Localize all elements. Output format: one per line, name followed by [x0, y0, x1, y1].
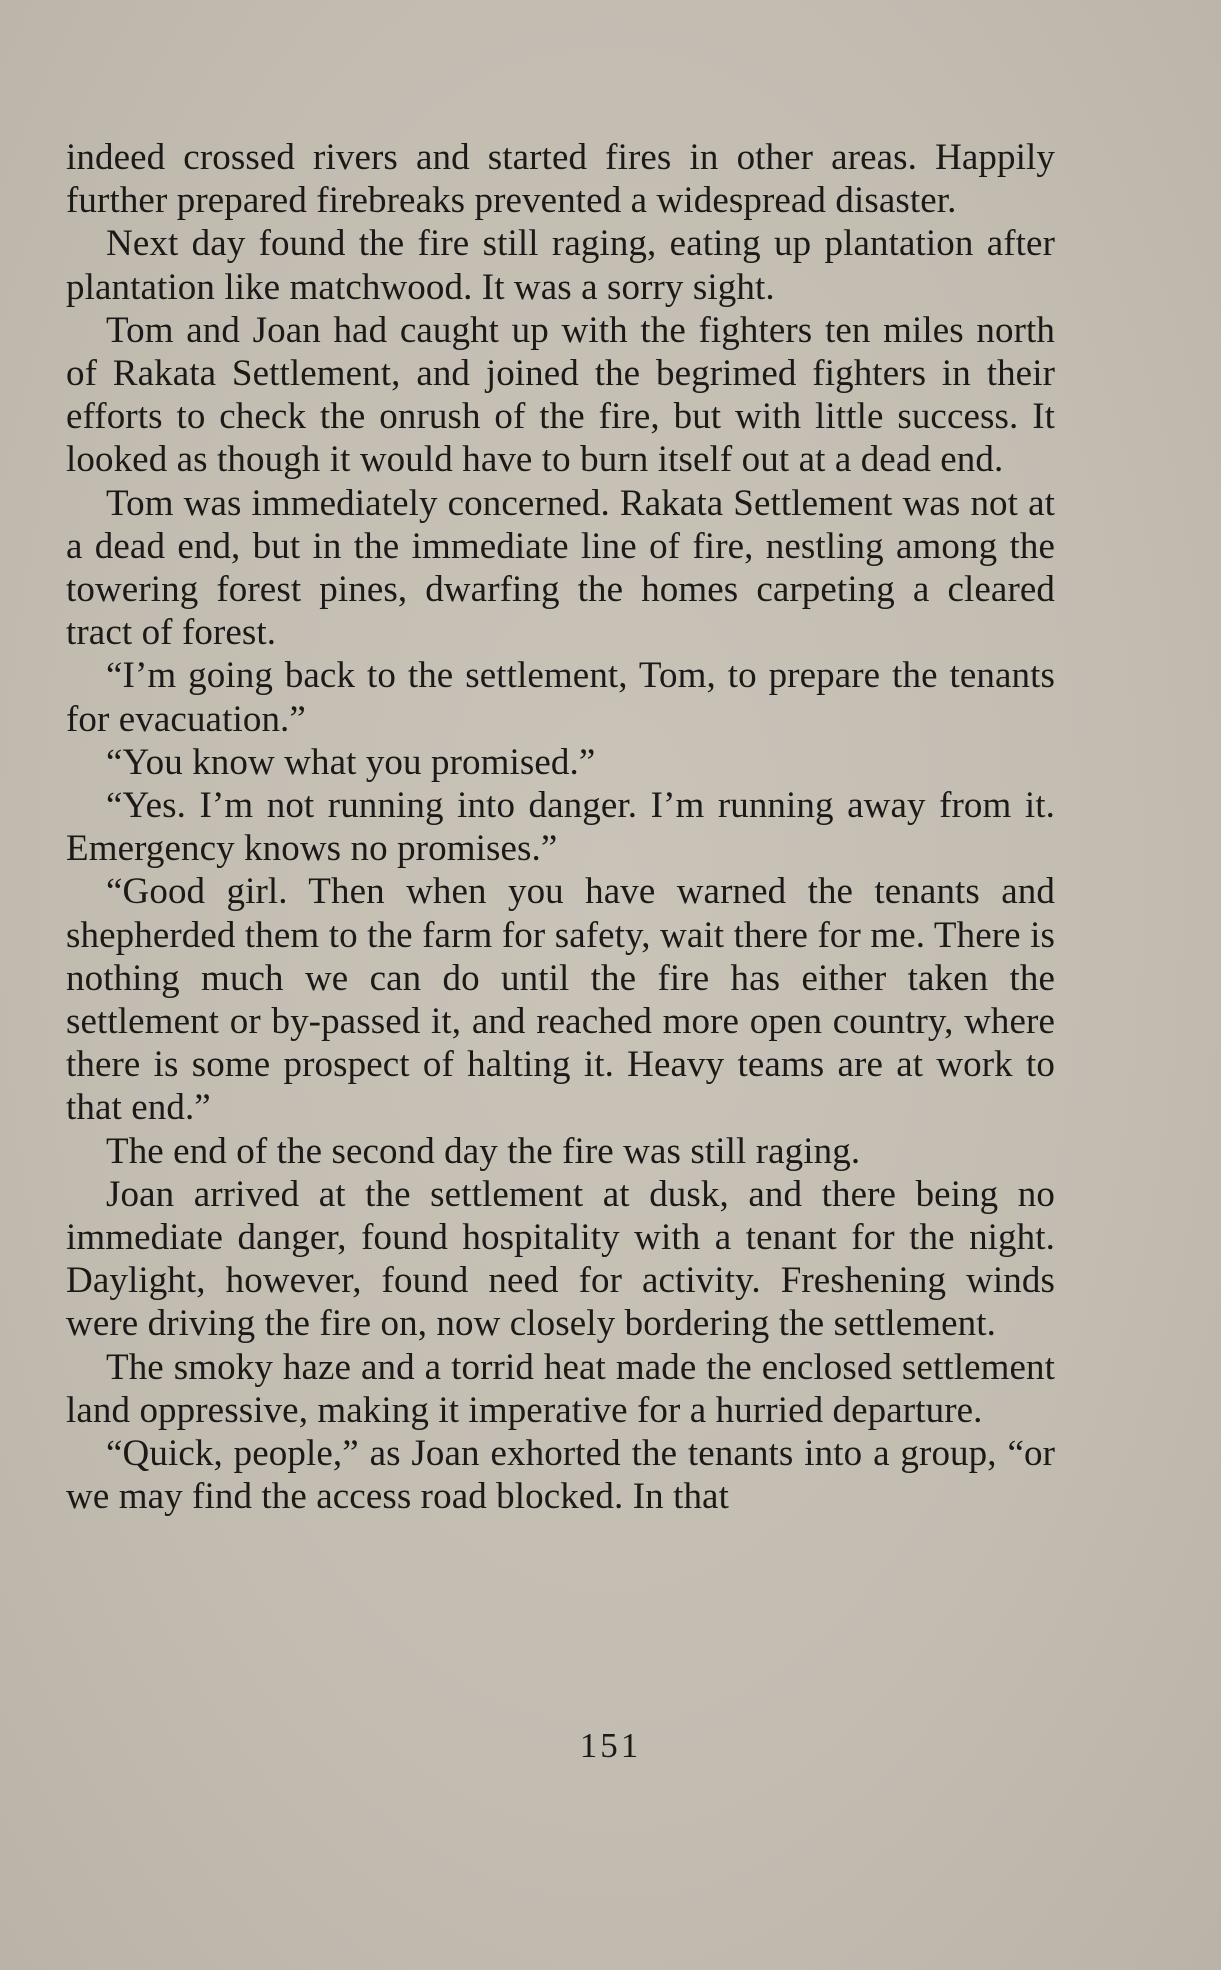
paragraph-12: “Quick, people,” as Joan exhorted the tenants into a group, “or we may find the access road blocked. In that [66, 1433, 1055, 1518]
body-text [66, 136, 1055, 1519]
paragraph-1: indeed crossed rivers and started fires in other areas. Happily further prepared firebreaks prevented a widespread disaster. [66, 137, 1055, 222]
paragraph-2: Next day found the fire still raging, eating up plantation after plantation like matchwood. It was a sorry sight. [66, 223, 1055, 308]
paragraph-9: The end of the second day the fire was still raging. [106, 1130, 861, 1172]
paragraph-5: “I’m going back to the settlement, Tom, to prepare the tenants for evacuation.” [66, 655, 1055, 740]
paragraph-10: Joan arrived at the settlement at dusk, and there being no immediate danger, found hospitality with a tenant for the night. Daylight, however, found need for activity. Freshening winds were driving the fire on, now closely bordering the settlement. [66, 1173, 1055, 1345]
paragraph-3: Tom and Joan had caught up with the fighters ten miles north of Rakata Settlement, and joined the begrimed fighters in their efforts to check the onrush of the fire, but with little success. It looked as though it would have to burn itself out at a dead end. [66, 309, 1055, 481]
paragraph-6: “You know what you promised.” [106, 741, 596, 783]
paragraph-11: The smoky haze and a torrid heat made the enclosed settlement land oppressive, making it imperative for a hurried departure. [66, 1346, 1055, 1431]
paragraph-4: Tom was immediately concerned. Rakata Settlement was not at a dead end, but in the immediate line of fire, nestling among the towering forest pines, dwarfing the homes carpeting a cleared tract of forest. [66, 482, 1055, 654]
page-number: 151 [579, 1726, 642, 1765]
paragraph-8: “Good girl. Then when you have warned the tenants and shepherded them to the farm for safety, wait there for me. There is nothing much we can do until the fire has either taken the settlement or by-passed it, and reached more open country, where there is some prospect of halting it. Heavy teams are at work to that end.” [66, 871, 1055, 1129]
paragraph-7: “Yes. I’m not running into danger. I’m running away from it. Emergency knows no promises.” [66, 785, 1055, 870]
